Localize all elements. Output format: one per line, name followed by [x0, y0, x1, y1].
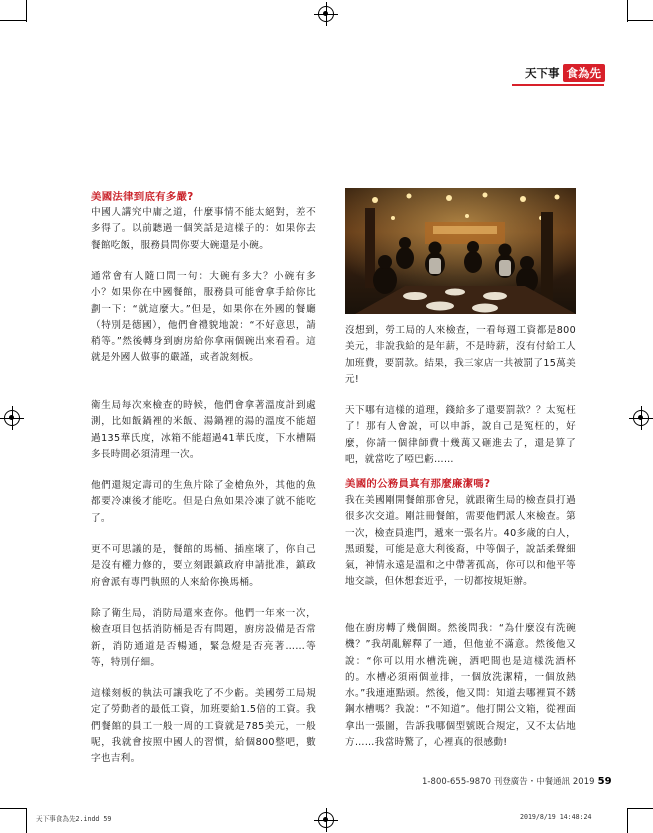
right-section-heading: 美國的公務員真有那麼廉潔嗎?: [345, 478, 491, 490]
restaurant-photo-illustration: [345, 188, 576, 314]
left-paragraph-2: 通常會有人隨口問一句：大碗有多大？小碗有多小？如果你在中國餐館，服務員可能會拿手給你比劃一下：“就這麼大。”但是，如果你在外國的餐廳（特別是德國），他們會禮貌地說：“不好意思，請稍等。”然後轉身到廚房給你拿兩個碗出來看看。這就是外國人做事的嚴謹，或者說刻板。: [91, 271, 316, 364]
column-logo-part2: 食為先: [563, 64, 606, 82]
registration-mark-icon: [318, 812, 334, 828]
column-logo-part1: 天下事: [522, 64, 563, 82]
page-footer: [422, 775, 612, 787]
left-paragraph-3: 衛生局每次來檢查的時候，他們會拿著溫度計到處測，比如飯鍋裡的米飯、湯鍋裡的湯的溫度不能超過135華氏度，冰箱不能超過41華氏度，下水槽隔多長時間必須清理一次。: [91, 400, 316, 460]
crop-mark: [627, 808, 628, 833]
registration-mark-icon: [633, 410, 649, 426]
left-paragraph-7: 這樣刻板的執法可讓我吃了不少虧。美國勞工局規定了勞動者的最低工資，加班要給1.5倍的工資。我們餐館的員工一般一周的工資就是785美元，一般呢，我就會按照中國人的習慣，給個800整吧，數字也吉利。: [91, 688, 316, 765]
crop-mark: [627, 808, 653, 809]
left-paragraph-5: 更不可思議的是，餐館的馬桶、插座壞了，你自己是沒有權力修的，要立刻跟鎮政府申請批准，鎮政府會派有專門執照的人來給你換馬桶。: [91, 544, 316, 588]
right-paragraph-2: 天下哪有這樣的道理，錢給多了還要罰款？？太冤枉了！那有人會說，可以申訴，說自己是冤枉的，好麼，你請一個律師費十幾萬又砸進去了，還是算了吧，就當吃了啞巴虧……: [345, 405, 576, 465]
column-logo: [522, 64, 605, 82]
crop-mark: [627, 20, 653, 21]
crop-mark: [0, 20, 26, 21]
registration-mark-icon: [318, 6, 334, 22]
restaurant-photo: [345, 188, 576, 314]
column-logo-rule: [512, 84, 604, 86]
page-number: 59: [597, 776, 612, 787]
print-slug-filename: 天下事食為先2.indd 59: [36, 815, 112, 823]
left-paragraph-4: 他們還規定壽司的生魚片除了金槍魚外，其他的魚都要冷凍後才能吃。但是白魚如果冷凍了就不能吃了。: [91, 480, 316, 524]
left-section-heading: 美國法律到底有多嚴?: [91, 191, 194, 203]
crop-mark: [26, 0, 27, 22]
registration-mark-icon: [4, 410, 20, 426]
left-paragraph-6: 除了衛生局，消防局還來查你。他們一年來一次，檢查項目包括消防桶是否有問題，廚房設備是否常新，消防通道是否暢通，緊急燈是否亮著……等等，特別仔細。: [91, 608, 316, 668]
crop-mark: [627, 0, 628, 22]
crop-mark: [0, 808, 26, 809]
right-paragraph-3: 我在美國剛開餐館那會兒，就跟衛生局的檢查員打過很多次交道。剛註冊餐館，需要他們派人來檢查。第一次，檢查員進門，遞來一張名片。40多歲的白人，黑頭髮，可能是意大利後裔，中等個子，說話柔聲細氣，神情永遠是溫和之中帶著孤高，你可以和他平等地交談，但休想套近乎，一切都按規矩辦。: [345, 495, 576, 588]
crop-mark: [26, 808, 27, 833]
print-slug-timestamp: 2019/8/19 14:48:24: [520, 813, 592, 821]
footer-text: 1-800-655-9870 刊登廣告・中餐通訊 2019: [422, 776, 595, 786]
right-paragraph-4: 他在廚房轉了幾個圈。然後問我：“為什麼沒有洗碗機？”我胡亂解釋了一通，但他並不滿意。然後他又說：“你可以用水槽洗碗，洒吧間也是這樣洗酒杯的。水槽必須兩個並排，一個放洗潔精，一個放熱水。”我連連點頭。然後，他又問：知道去哪裡買不銹鋼水槽嗎？我說：“不知道”。他打開公文箱，從裡面拿出一張圖，告訴我哪個型號既合規定，又不太佔地方……我當時驚了，心裡真的很感動!: [345, 623, 576, 749]
left-paragraph-1: 中國人講究中庸之道，什麼事情不能太絕對，差不多得了。以前聽過一個笑話是這樣子的：如果你去餐館吃飯，服務員問你要大碗還是小碗。: [91, 207, 316, 251]
right-paragraph-1: 沒想到，勞工局的人來檢查，一看每週工資都是800美元，非說我給的是年薪，不是時薪，沒有付給工人加班費，要罰款。結果，我三家店一共被罰了15萬美元!: [345, 325, 576, 385]
